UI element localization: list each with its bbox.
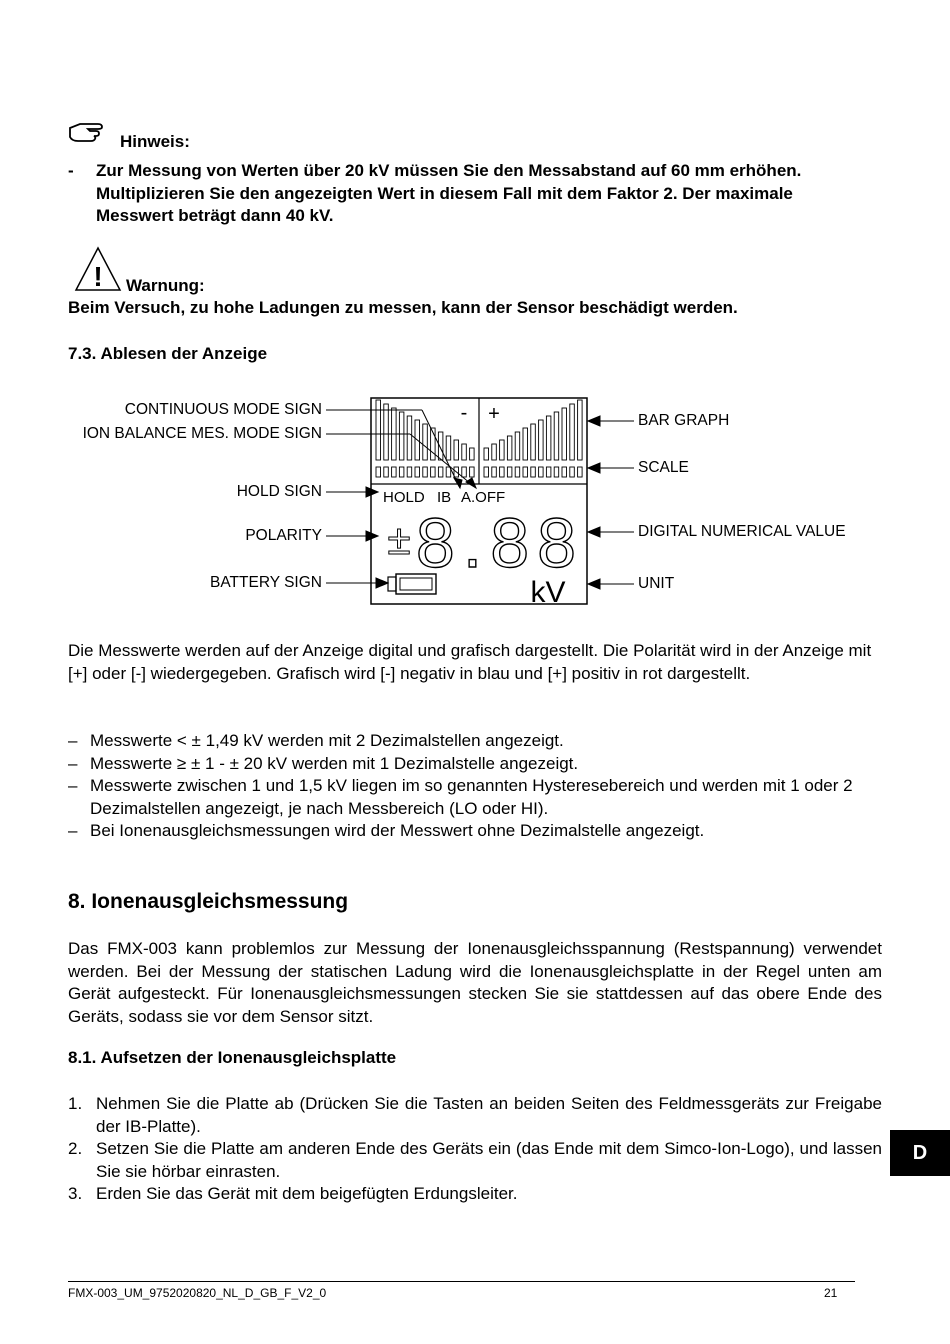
- bar-segment: [507, 436, 512, 460]
- label-digital-numerical-value: DIGITAL NUMERICAL VALUE: [638, 523, 846, 540]
- scale-mark: [392, 467, 397, 477]
- scale-mark: [423, 467, 428, 477]
- bar-segment: [531, 424, 536, 460]
- label-battery-sign: BATTERY SIGN: [210, 574, 322, 591]
- bar-segment: [578, 400, 583, 460]
- bar-segment: [384, 404, 389, 460]
- bar-segment: [546, 416, 551, 460]
- list-item-text: Messwerte zwischen 1 und 1,5 kV liegen im so genannten Hysteresebereich und werden mit 1 oder 2 Dezimalstellen angezeigt, je nach Messbereich (LO oder HI).: [90, 776, 853, 818]
- bar-segment: [570, 404, 575, 460]
- bar-segment: [554, 412, 559, 460]
- label-polarity: POLARITY: [245, 527, 322, 544]
- numbered-steps: [68, 1093, 882, 1206]
- bar-segment: [407, 416, 412, 460]
- scale-mark: [523, 467, 528, 477]
- section-8-heading: 8. Ionenausgleichsmessung: [68, 890, 349, 913]
- warning-triangle-icon: [74, 246, 122, 292]
- footer-divider: [68, 1281, 855, 1282]
- display-aoff: A.OFF: [461, 489, 506, 506]
- label-unit: UNIT: [638, 575, 675, 592]
- display-hold: HOLD: [383, 489, 425, 506]
- list-item: [68, 1183, 882, 1206]
- display-polarity: ±: [387, 516, 411, 563]
- section-7-3-heading: 7.3. Ablesen der Anzeige: [68, 344, 268, 363]
- scale-mark: [507, 467, 512, 477]
- bar-segment: [500, 440, 505, 460]
- scale-mark: [484, 467, 489, 477]
- warning-mark: !: [93, 261, 103, 292]
- label-scale: SCALE: [638, 459, 689, 476]
- scale-mark: [462, 467, 467, 477]
- bar-segment: [454, 440, 459, 460]
- list-item-text: Bei Ionenausgleichsmessungen wird der Messwert ohne Dezimalstelle angezeigt.: [90, 821, 705, 840]
- bar-segment: [376, 400, 381, 460]
- display-digits: 8.88: [415, 504, 585, 582]
- scale-mark: [531, 467, 536, 477]
- bullet-list: [68, 730, 880, 843]
- bar-segment: [423, 424, 428, 460]
- bar-segment: [515, 432, 520, 460]
- scale-mark: [492, 467, 497, 477]
- bar-segment: [523, 428, 528, 460]
- bar-segment: [492, 444, 497, 460]
- bar-segment: [562, 408, 567, 460]
- paragraph-ion-balance: Das FMX-003 kann problemlos zur Messung der Ionenausgleichsspannung (Restspannung) verwendet werden. Bei der Messung der statischen Ladung wird die Ionenausgleichsplatte in der Regel unten am Gerät aufgesteckt. Für Ionenausgleichsmessungen stecken Sie sie stattdessen auf das obere Ende des Geräts, sodass sie vor dem Sensor sitzt.: [68, 939, 882, 1026]
- list-item: [68, 1138, 882, 1183]
- lcd-display-diagram: [60, 392, 880, 612]
- scale-mark: [570, 467, 575, 477]
- scale-mark: [415, 467, 420, 477]
- scale-mark: [554, 467, 559, 477]
- scale-mark: [562, 467, 567, 477]
- footer-doc-id: FMX-003_UM_9752020820_NL_D_GB_F_V2_0: [68, 1286, 327, 1300]
- list-item-text: Messwerte ≥ ± 1 - ± 20 kV werden mit 1 Dezimalstelle angezeigt.: [90, 753, 579, 773]
- step-number: 2.: [68, 1139, 83, 1158]
- label-ion-balance-mode-sign: ION BALANCE MES. MODE SIGN: [82, 425, 322, 442]
- list-item: [68, 775, 880, 820]
- bar-segment: [446, 436, 451, 460]
- warning-text: Beim Versuch, zu hohe Ladungen zu messen, kann der Sensor beschädigt werden.: [68, 298, 738, 317]
- bar-segment: [539, 420, 544, 460]
- section-8-1-heading: 8.1. Aufsetzen der Ionenausgleichsplatte: [68, 1048, 397, 1067]
- scale-mark: [438, 467, 443, 477]
- bar-segment: [484, 448, 489, 460]
- scale-mark: [539, 467, 544, 477]
- bar-segment: [399, 412, 404, 460]
- label-hold-sign: HOLD SIGN: [236, 483, 322, 500]
- bar-segment: [462, 444, 467, 460]
- scale-mark: [399, 467, 404, 477]
- step-number: 1.: [68, 1094, 83, 1113]
- label-continuous-mode-sign: CONTINUOUS MODE SIGN: [124, 401, 322, 418]
- note-text: Zur Messung von Werten über 20 kV müssen Sie den Messabstand auf 60 mm erhöhen. Multiplizieren Sie den angezeigten Wert in diesem Fall mit dem Faktor 2. Der maximale Messwert beträgt dann 40 kV.: [96, 161, 802, 225]
- bullet-dash: –: [68, 731, 78, 750]
- scale-mark: [376, 467, 381, 477]
- scale-mark: [500, 467, 505, 477]
- step-text: Nehmen Sie die Platte ab (Drücken Sie die Tasten an beiden Seiten des Feldmessgeräts zur Freigabe der IB-Platte).: [96, 1094, 882, 1136]
- step-number: 3.: [68, 1184, 83, 1203]
- bullet-dash: –: [68, 776, 78, 795]
- step-text: Setzen Sie die Platte am anderen Ende des Geräts ein (das Ende mit dem Simco-Ion-Logo), und lassen Sie sie hörbar einrasten.: [96, 1139, 882, 1181]
- scale-mark: [470, 467, 475, 477]
- bullet-dash: –: [68, 821, 78, 840]
- footer-page-number: 21: [824, 1286, 838, 1300]
- note-title: Hinweis:: [120, 132, 190, 151]
- scale-mark: [546, 467, 551, 477]
- list-item: [68, 820, 880, 843]
- scale-mark: [384, 467, 389, 477]
- note-dash: -: [68, 161, 74, 180]
- paragraph-display-description: Die Messwerte werden auf der Anzeige digital und grafisch dargestellt. Die Polarität wird in der Anzeige mit [+] oder [-] wiedergegeben. Grafisch wird [-] negativ in blau und [+] positiv in rot dargestellt.: [68, 641, 872, 683]
- scale-mark: [578, 467, 583, 477]
- label-bar-graph: BAR GRAPH: [638, 412, 730, 429]
- language-tab: D: [890, 1130, 950, 1176]
- bullet-dash: –: [68, 753, 78, 773]
- scale-mark: [407, 467, 412, 477]
- warning-title: Warnung:: [126, 276, 205, 295]
- list-item: [68, 753, 880, 776]
- scale-mark: [515, 467, 520, 477]
- display-unit: kV: [530, 576, 566, 609]
- display-minus: -: [460, 402, 468, 424]
- step-text: Erden Sie das Gerät mit dem beigefügten Erdungsleiter.: [96, 1184, 518, 1203]
- pointing-hand-icon: [68, 120, 108, 144]
- list-item-text: Messwerte < ± 1,49 kV werden mit 2 Dezimalstellen angezeigt.: [90, 731, 564, 750]
- list-item: [68, 730, 880, 753]
- bar-segment: [470, 448, 475, 460]
- list-item: [68, 1093, 882, 1138]
- scale-mark: [431, 467, 436, 477]
- display-plus: +: [488, 403, 500, 425]
- display-ib: IB: [437, 489, 452, 506]
